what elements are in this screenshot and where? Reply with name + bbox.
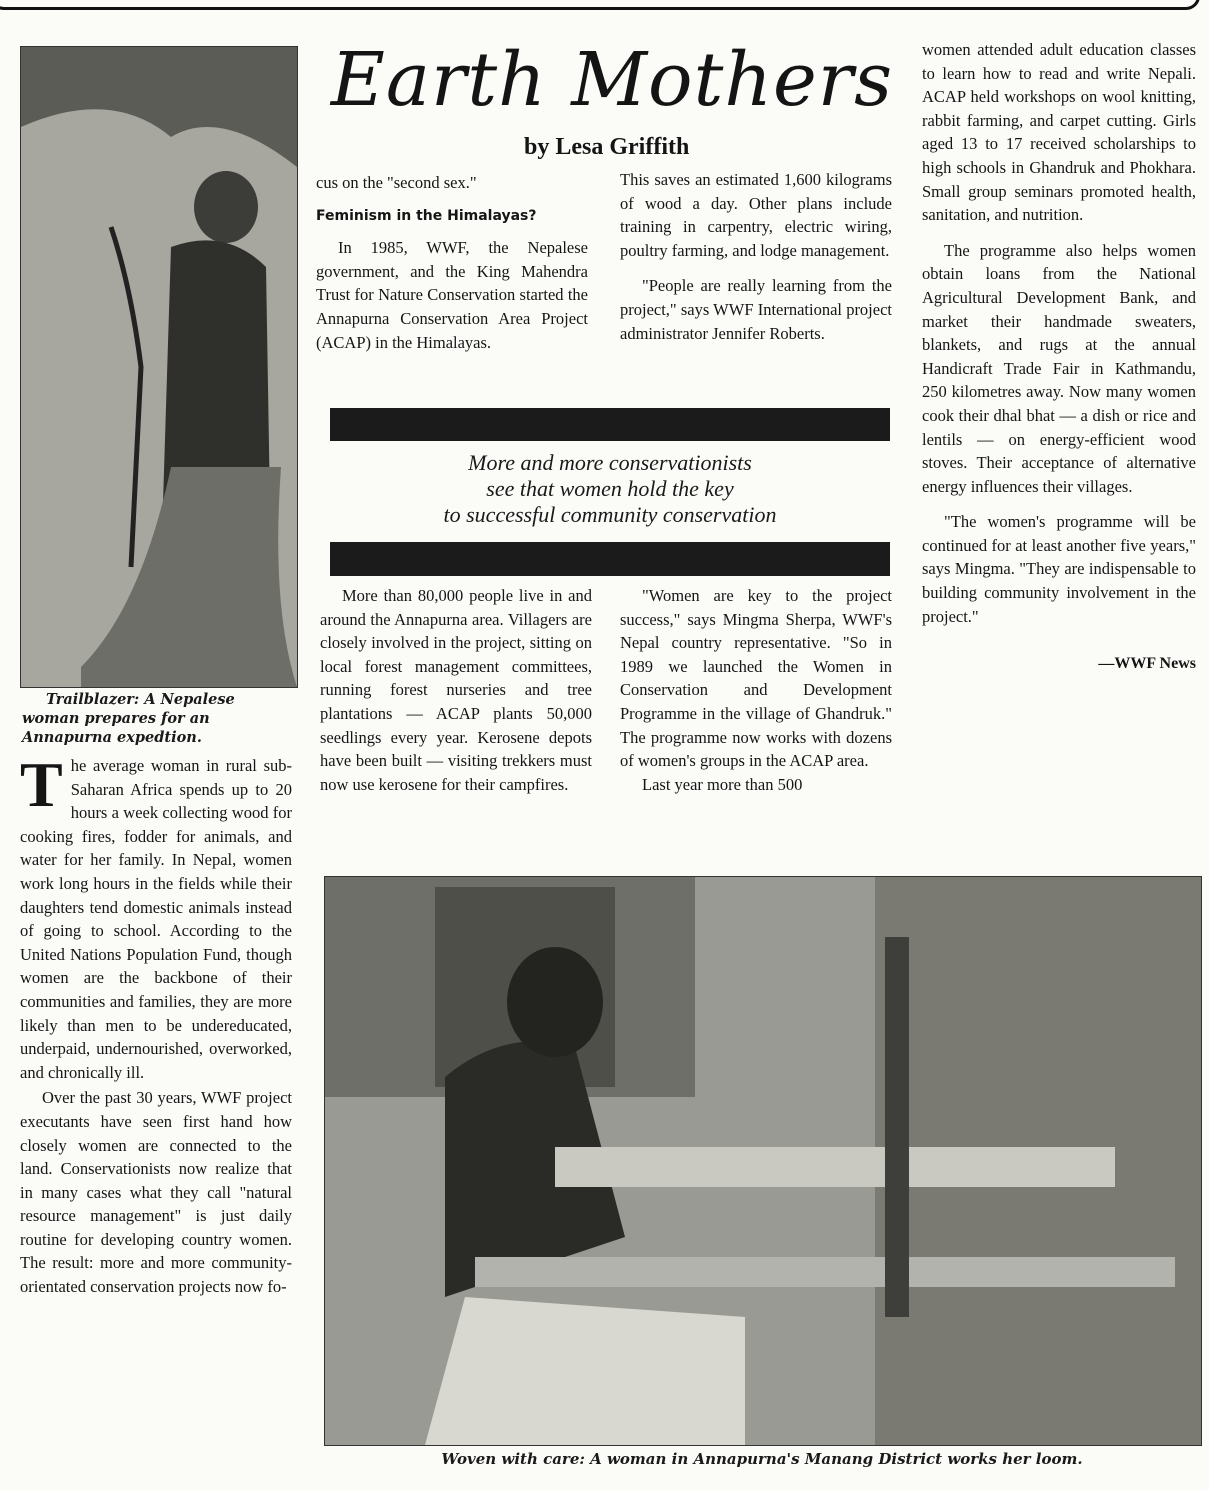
column-1 (20, 749, 292, 1299)
pull-quote-line-3: to successful community conservation (443, 502, 777, 527)
column-2-bottom (320, 584, 592, 796)
col2-top-paragraph-2: In 1985, WWF, the Nepalese government, and the King Mahendra Trust for Nature Conservation started the Annapurna Conservation Area Project (ACAP) in the Himalayas. (316, 238, 588, 352)
pull-quote-line-2: see that women hold the key (486, 476, 734, 501)
signoff: —WWF News (1098, 655, 1196, 673)
pull-quote-bar-bottom (330, 542, 890, 576)
article-title: Earth Mothers (330, 37, 894, 123)
photo-bottom-caption: Woven with care: A woman in Annapurna's Manang District works her loom. (441, 1450, 1083, 1468)
photo-nepalese-woman-image (21, 47, 297, 687)
col4-paragraph-3: "The women's programme will be continued for at least another five years," says Mingma. "They are indispensable to building community involvement in the project." (922, 512, 1196, 626)
column-4 (922, 38, 1196, 676)
col4-paragraph-2: The programme also helps women obtain loans from the National Agricultural Development Bank, and market their handmade sweaters, blankets, and rugs at the annual Handicraft Trade Fair in Kathmandu, 250 kilometres away. Now many women cook their dhal bhat — a dish or rice and lentils — on energy-efficient wood stoves. Their acceptance of alternative energy influences their villages. (922, 240, 1196, 496)
photo-woman-loom-image (325, 877, 1201, 1445)
col3-bottom-paragraph-1: "Women are key to the project success," says Mingma Sherpa, WWF's Nepal country representative. "So in 1989 we launched the Women in Conservation and Development Programme in the village of Ghandruk." The programme now works with dozens of women's groups in the ACAP area. (620, 586, 892, 771)
col3-bottom-paragraph-2: Last year more than 500 (642, 774, 803, 794)
page-border (0, 0, 1200, 10)
pull-quote-line-1: More and more conservationists (468, 450, 752, 475)
col2-top-paragraph-1: cus on the "second sex." (316, 173, 477, 192)
column-2-top (316, 171, 588, 354)
column-3-top (620, 168, 892, 345)
pull-quote (330, 450, 890, 528)
col1-paragraph-1: he average woman in rural sub-Saharan Africa spends up to 20 hours a week collecting wood for cooking fires, fodder for animals, and water for her family. In Nepal, women work long hours in the fields while their daughters tend domestic animals instead of going to school. According to the United Nations Population Fund, though women are the backbone of their communities and families, they are more likely than men to be undereducated, underpaid, undernourished, overworked, and chronically ill. (20, 756, 292, 1082)
col1-paragraph-2: Over the past 30 years, WWF project executants have seen first hand how closely women are connected to the land. Conservationists now realize that in many cases what they call "natural resource management" is just daily routine for developing country women. The result: more and more community-orientated conservation projects now fo- (20, 1088, 292, 1297)
photo-left-caption: Trailblazer: A Nepalese woman prepares for an Annapurna expedtion. (22, 691, 235, 746)
pull-quote-bar-top (330, 408, 890, 441)
photo-nepalese-woman (20, 46, 298, 688)
subhead-feminism: Feminism in the Himalayas? (316, 207, 537, 224)
dropcap-letter: T (20, 749, 63, 820)
photo-woman-loom (324, 876, 1202, 1446)
col3-top-paragraph-1: This saves an estimated 1,600 kilograms of wood a day. Other plans include training in carpentry, electric wiring, poultry farming, and lodge management. (620, 170, 892, 260)
column-3-bottom (620, 584, 892, 796)
col2-bottom-paragraph-1: More than 80,000 people live in and around the Annapurna area. Villagers are closely involved in the project, sitting on local forest management committees, running forest nurseries and tree plantations — ACAP plants 50,000 seedlings every year. Kerosene depots have been built — visiting trekkers must now use kerosene for their campfires. (320, 586, 592, 794)
article-byline: by Lesa Griffith (524, 134, 690, 160)
col4-paragraph-1: women attended adult education classes to learn how to read and write Nepali. ACAP held workshops on wool knitting, rabbit farming, and carpet cutting. Girls aged 13 to 17 received scholarships to high schools in Ghandruk and Phokhara. Small group seminars promoted health, sanitation, and nutrition. (922, 40, 1196, 225)
col3-top-paragraph-2: "People are really learning from the project," says WWF International project administrator Jennifer Roberts. (620, 276, 892, 343)
